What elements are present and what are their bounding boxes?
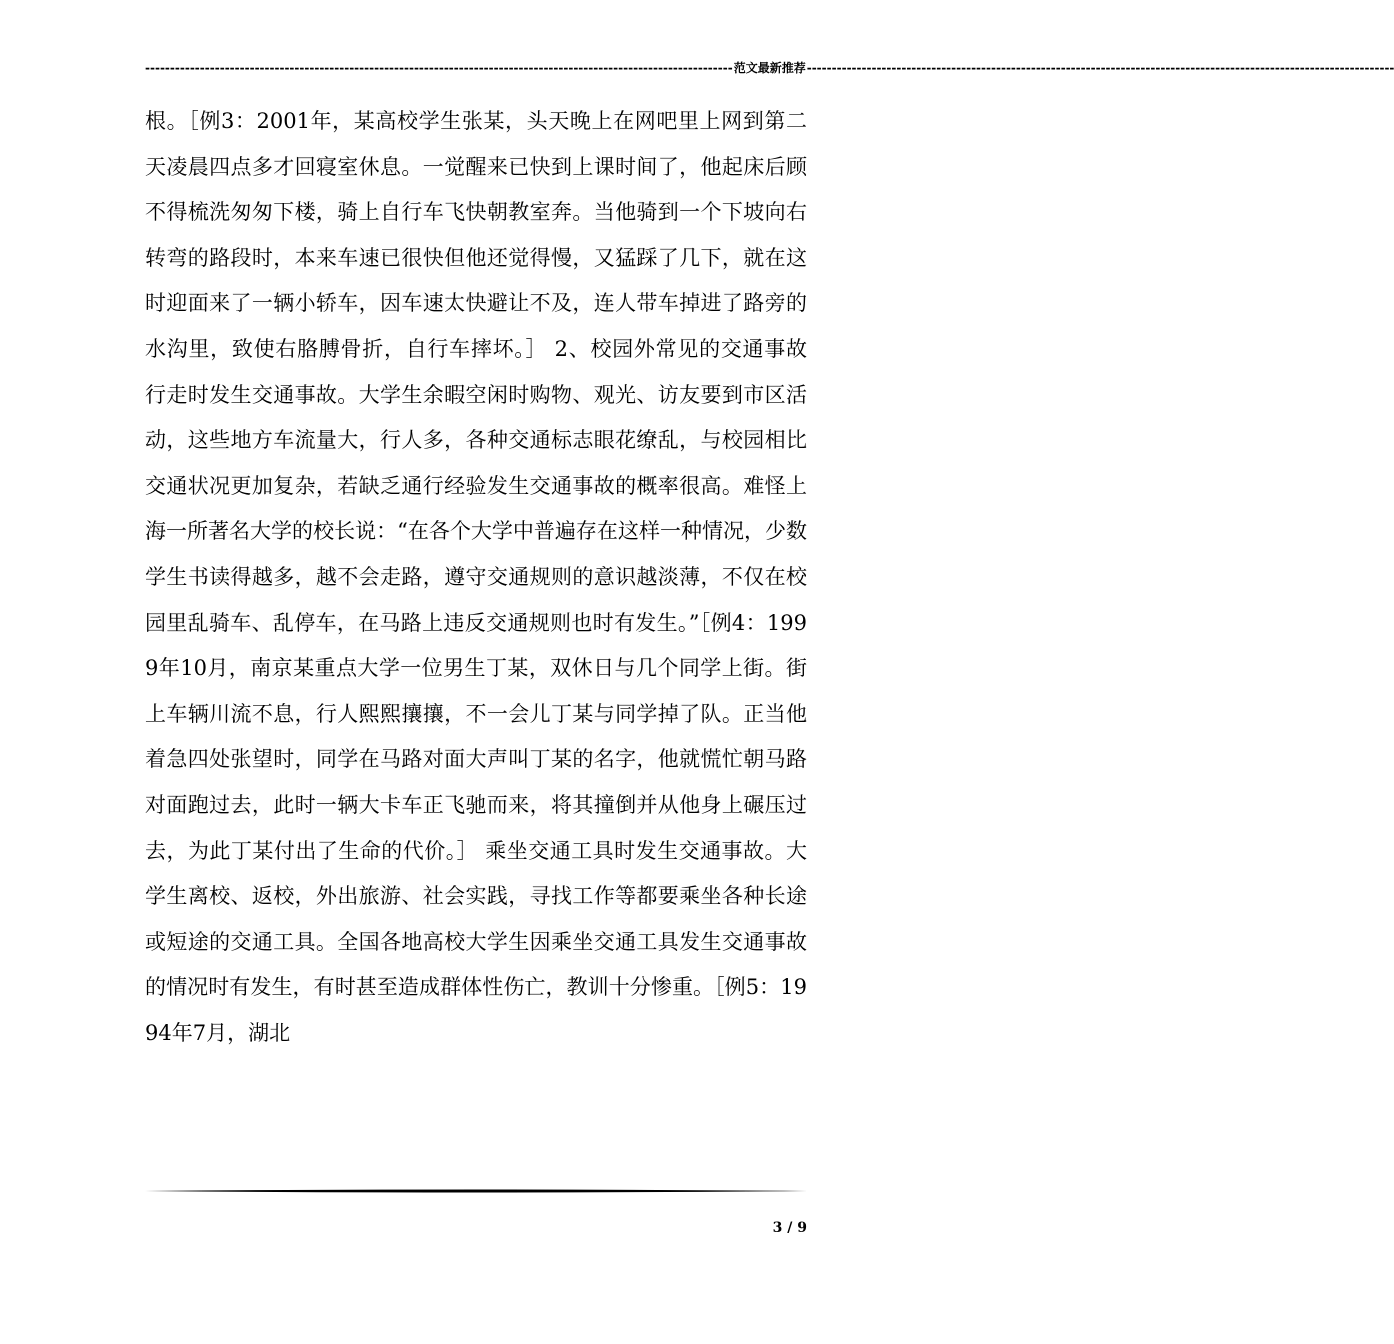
- header-dash-right: ----------------------------------------------------------------------------------------------------------------------: [806, 61, 1394, 75]
- header-title: 范文最新推荐: [733, 61, 806, 75]
- page-header: [145, 58, 1394, 78]
- footer-rule: [145, 1189, 807, 1193]
- body-paragraph: 根。［例3：2001年，某高校学生张某，头天晚上在网吧里上网到第二天凌晨四点多才回寝室休息。一觉醒来已快到上课时间了，他起床后顾不得梳洗匆匆下楼，骑上自行车飞快朝教室奔。当他骑到一个下坡向右转弯的路段时，本来车速已很快但他还觉得慢，又猛踩了几下，就在这时迎面来了一辆小轿车，因车速太快避让不及，连人带车掉进了路旁的水沟里，致使右胳膊骨折，自行车摔坏。］ 2、校园外常见的交通事故 行走时发生交通事故。大学生余暇空闲时购物、观光、访友要到市区活动，这些地方车流量大，行人多，各种交通标志眼花缭乱，与校园相比交通状况更加复杂，若缺乏通行经验发生交通事故的概率很高。难怪上海一所著名大学的校长说：“在各个大学中普遍存在这样一种情况，少数学生书读得越多，越不会走路，遵守交通规则的意识越淡薄，不仅在校园里乱骑车、乱停车，在马路上违反交通规则也时有发生。”［例4：1999年10月，南京某重点大学一位男生丁某，双休日与几个同学上街。街上车辆川流不息，行人熙熙攘攘，不一会儿丁某与同学掉了队。正当他着急四处张望时，同学在马路对面大声叫丁某的名字，他就慌忙朝马路对面跑过去，此时一辆大卡车正飞驰而来，将其撞倒并从他身上碾压过去，为此丁某付出了生命的代价。］ 乘坐交通工具时发生交通事故。大学生离校、返校，外出旅游、社会实践，寻找工作等都要乘坐各种长途或短途的交通工具。全国各地高校大学生因乘坐交通工具发生交通事故的情况时有发生，有时甚至造成群体性伤亡，教训十分惨重。［例5：1994年7月，湖北: [145, 109, 807, 1045]
- page-number: 3 / 9: [772, 1220, 807, 1236]
- header-dash-left: ----------------------------------------------------------------------------------------------------------------------: [145, 61, 733, 75]
